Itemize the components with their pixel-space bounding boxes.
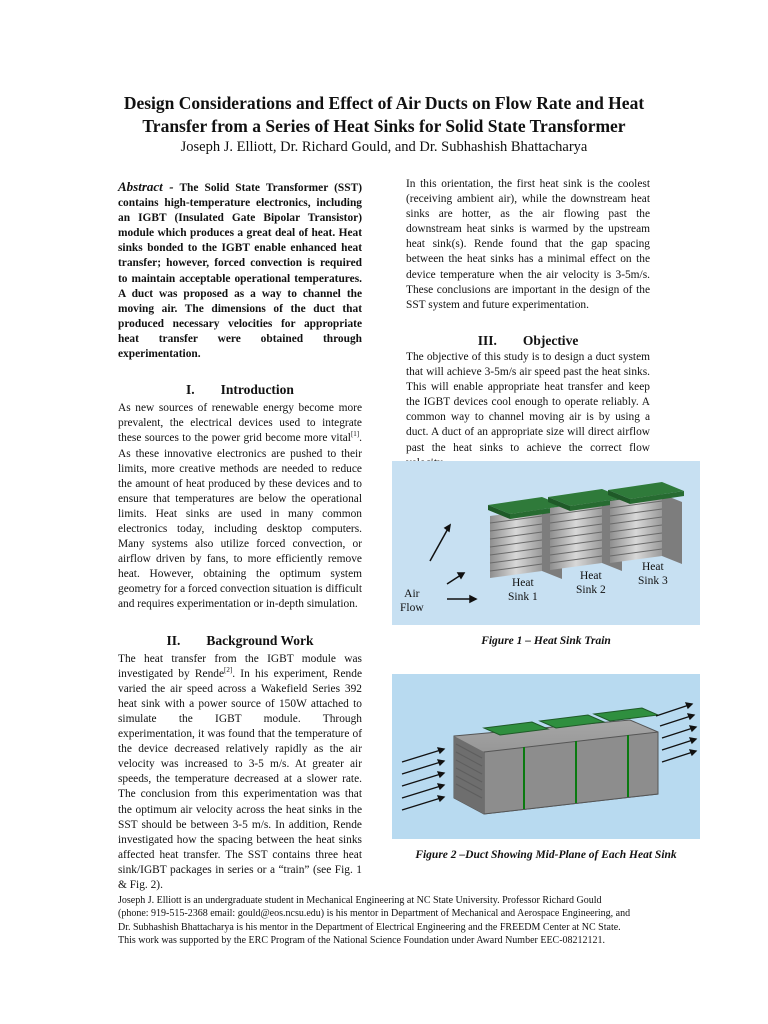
figure-1-caption: Figure 1 – Heat Sink Train [481,635,611,647]
heat-sink-3-label-line-1: Heat [642,561,664,573]
heat-sink-2-label [576,569,606,597]
footnote-line-4: This work was supported by the ERC Program of the National Science Foundation under Award Number EEC-08212121. [118,934,606,946]
heat-sink-1-label-line-1: Heat [512,577,534,589]
air-flow-label-line-1: Air [404,588,420,600]
figure-2-duct [392,674,700,839]
section-heading-objective [406,333,650,348]
figure-2-caption: Figure 2 –Duct Showing Mid-Plane of Each Heat Sink [415,849,677,861]
bg-text-a: The heat transfer from the IGBT module was investigated by Rende [118,652,362,680]
citation-2: [2] [224,665,233,674]
section-title: Objective [522,332,579,348]
figure-1-heat-sink-train [392,461,700,625]
air-flow-label-line-2: Flow [400,602,424,614]
section-title: Introduction [220,382,294,398]
abstract-body: The Solid State Transformer (SST) contains high-temperature electronics, including an IGBT (Insulated Gate Bipolar Transistor) module which produces a great deal of heat. Heat sinks bonded to the IGBT enable enhanced heat transfer; however, forced convection is required to maintain acceptable operational temperatures. A duct was proposed as a way to channel the moving air. The dimensions of the duct that produced necessary velocities for appropriate heat transfer were obtained through experimentation. [118,182,362,361]
heat-sink-train-illustration [392,461,700,625]
section-title: Background Work [206,632,314,648]
section-number: III. [477,332,497,348]
heat-sink-3 [608,482,684,564]
intro-text-a: As new sources of renewable energy become more prevalent, the electrical devices used to integrate these sources to the power grid become more vital [118,402,362,445]
footnote-line-3: Dr. Subhashish Bhattacharya is his mentor in the Department of Electrical Engineering and the FREEDM Center at NC State. [118,921,621,933]
air-flow-arrows [430,525,476,602]
introduction-paragraph [118,401,362,612]
citation-1: [1] [350,430,360,439]
abstract-lead: Abstract - [118,179,174,194]
heat-sink-1-label [508,576,538,604]
background-continued-paragraph: In this orientation, the first heat sink is the coolest (receiving ambient air), while the downstream heat sinks are hotter, as the air flowing past the downstream heat sinks is warmed by the upstream heat sink(s). Rende found that the gap spacing between the heat sinks has a minimal effect on the device temperature when the air velocity is 3-5m/s. These conclusions are important in the design of the SST system and future experimentation. [406,178,650,311]
footnote-line-2: (phone: 919-515-2368 email: gould@eos.ncsu.edu) is his mentor in Department of Mechanical and Aerospace Engineering, and [118,908,631,920]
left-column [118,179,362,893]
author-footnote [118,894,718,947]
heat-sink-1-label-line-2: Sink 1 [508,591,538,603]
author-list: Joseph J. Elliott, Dr. Richard Gould, and Dr. Subhashish Bhattacharya [180,139,588,155]
air-flow-label [400,587,424,615]
section-heading-background [118,633,362,648]
heat-sink-3-label [638,560,668,588]
paper-title [40,92,728,138]
section-number: I. [186,382,195,398]
title-line-2: Transfer from a Series of Heat Sinks for Solid State Transformer [142,116,626,136]
abstract [118,179,362,362]
background-paragraph [118,652,362,894]
objective-paragraph: The objective of this study is to design a duct system that will achieve 3-5m/s air speed past the heat sinks. This will enable appropriate heat transfer and keep the IGBT devices cool enough to operate reliably. A common way to channel moving air is by using a duct. A duct of an appropriate size will direct airflow past the heat sinks to achieve the correct flow [406,350,650,454]
intro-text-b: . As these innovative electronics are pushed to their limits, more creative methods are needed to reduce the amount of heat produced by these devices and to ensure that temperatures are below the operational limits. Heat sinks are used in many common electronics today, including desktop computers. Many systems also utilize forced convection, or airflow driven by fans, to more efficiently remove heat. However, obtaining the optimum system geometry for a forced convection situation is difficult and requires experimentation or in-depth simulation. [118,432,362,611]
heat-sink-3-label-line-2: Sink 3 [638,575,668,587]
section-heading-introduction [118,382,362,397]
section-number: II. [166,632,181,648]
heat-sink-2-label-line-2: Sink 2 [576,584,606,596]
heat-sink-2-label-line-1: Heat [580,570,602,582]
right-column [406,177,650,471]
title-line-1: Design Considerations and Effect of Air Ducts on Flow Rate and Heat [123,93,645,113]
duct-illustration [392,674,700,839]
footnote-line-1: Joseph J. Elliott is an undergraduate student in Mechanical Engineering at NC State University. Professor Richard Gould [118,895,602,906]
bg-text-b: . In his experiment, Rende varied the air speed across a Wakefield Series 392 heat sink with a power source of 150W attached to simulate the IGBT module. Through experimentation, it was found that the temperature of the device decreased relatively rapidly as the air velocity was increased to 3-5 m/s. At greater air speeds, the temperature decreased at a slower rate. The conclusion from this experimentation was that the optimum air velocity across the heat sinks in the SST should be between 3-5 m/s. In addition, Rende investigated how the spacing between the heat sinks affected heat transfer. The SST contains three heat sink/IGBT packages in series or a “train” (see Fig. 1 & Fig. 2). [118,667,362,892]
